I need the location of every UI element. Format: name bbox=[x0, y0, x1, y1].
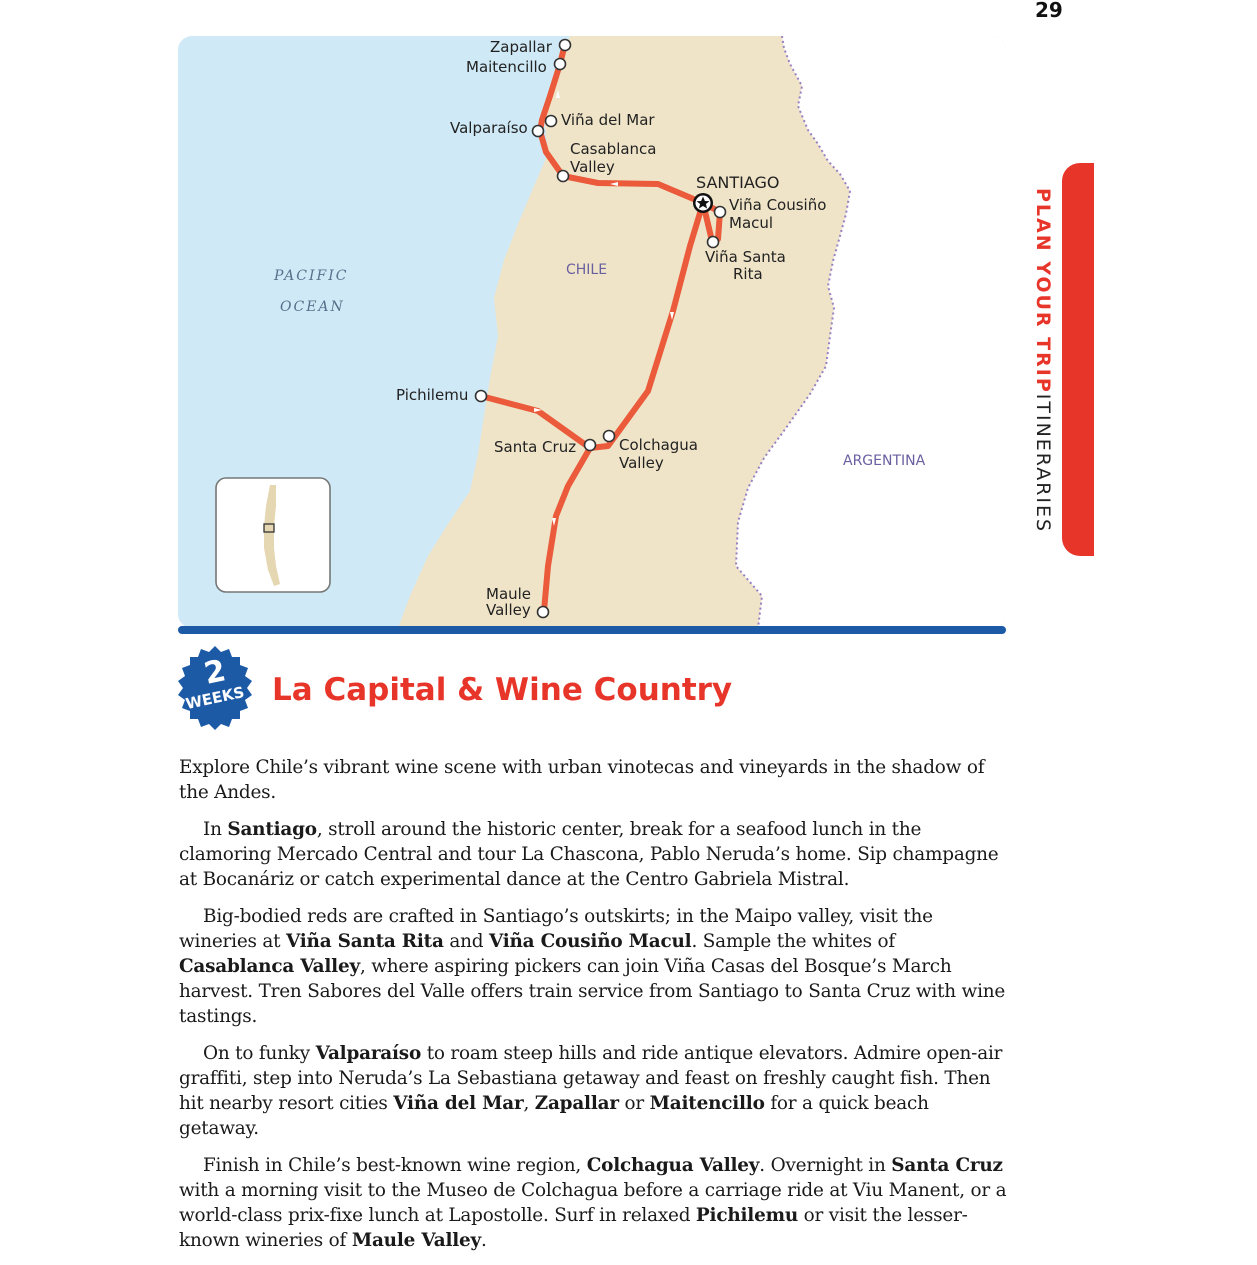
page-number: 29 bbox=[1035, 0, 1063, 22]
paragraph-intro: Explore Chile’s vibrant wine scene with urban vinotecas and vineyards in the shadow of the Andes. bbox=[179, 757, 985, 803]
marker-cousino bbox=[715, 207, 726, 218]
inset-map bbox=[216, 478, 330, 592]
ocean-label-2: OCEAN bbox=[280, 299, 345, 315]
place-label-maule-1: Maule bbox=[486, 585, 532, 603]
place-label-santa-cruz: Santa Cruz bbox=[494, 438, 577, 456]
place-label-casablanca-2: Valley bbox=[570, 158, 615, 176]
chapter-label bbox=[1030, 188, 1056, 534]
place-label-cousino-2: Macul bbox=[729, 214, 774, 232]
chapter-label-plan: PLAN YOUR TRIP bbox=[1032, 188, 1054, 394]
marker-valparaiso bbox=[533, 126, 544, 137]
badge-unit: WEEKS bbox=[184, 683, 246, 713]
marker-maule bbox=[538, 607, 549, 618]
map-bottom-rule bbox=[178, 626, 1006, 634]
place-label-santa-rita-1: Viña Santa bbox=[705, 248, 786, 266]
marker-maitencillo bbox=[555, 59, 566, 70]
place-label-zapallar: Zapallar bbox=[490, 38, 552, 56]
chapter-label-itineraries: ITINERARIES bbox=[1032, 393, 1054, 534]
capital-star-icon bbox=[693, 193, 713, 213]
marker-santa-rita bbox=[708, 237, 719, 248]
country-label-chile: CHILE bbox=[566, 262, 608, 278]
itinerary-map bbox=[178, 36, 1006, 636]
country-label-argentina: ARGENTINA bbox=[843, 453, 926, 469]
place-label-valparaiso: Valparaíso bbox=[450, 119, 528, 137]
place-label-santiago: SANTIAGO bbox=[696, 173, 780, 192]
place-label-cousino-1: Viña Cousiño bbox=[729, 196, 827, 214]
marker-casablanca bbox=[558, 171, 569, 182]
place-label-vina-del-mar: Viña del Mar bbox=[561, 111, 655, 129]
paragraph-valparaiso: On to funky Valparaíso to roam steep hills and ride antique elevators. Admire open-air graffiti, step into Neruda’s La Sebastiana getaway and feast on freshly caught fish. Then hit nearby resort cities Viña del Mar, Zapallar or Maitencillo for a quick beach getaway. bbox=[179, 1043, 1003, 1139]
badge-number: 2 bbox=[201, 653, 229, 692]
chapter-tab bbox=[1062, 163, 1094, 556]
place-label-colchagua-2: Valley bbox=[619, 454, 664, 472]
ocean-label-1: PACIFIC bbox=[274, 268, 349, 284]
itinerary-title: La Capital & Wine Country bbox=[272, 672, 733, 708]
duration-badge bbox=[172, 645, 258, 731]
place-label-pichilemu: Pichilemu bbox=[396, 386, 469, 404]
place-label-santa-rita-2: Rita bbox=[733, 265, 763, 283]
place-label-maule-2: Valley bbox=[486, 601, 531, 619]
marker-colchagua bbox=[604, 431, 615, 442]
marker-vina-del-mar bbox=[546, 116, 557, 127]
place-label-colchagua-1: Colchagua bbox=[619, 436, 698, 454]
marker-zapallar bbox=[560, 40, 571, 51]
place-label-casablanca-1: Casablanca bbox=[570, 140, 657, 158]
paragraph-colchagua: Finish in Chile’s best-known wine region, Colchagua Valley. Overnight in Santa Cruz with a morning visit to the Museo de Colchagua before a carriage ride at Viu Manent, or a world-class prix-fixe lunch at Lapostolle. Surf in relaxed Pichilemu or visit the lesser-known wineries of Maule Valley. bbox=[179, 1155, 1007, 1251]
itinerary-body bbox=[179, 755, 1009, 1265]
paragraph-santiago: In Santiago, stroll around the historic center, break for a seafood lunch in the clamoring Mercado Central and tour La Chascona, Pablo Neruda’s home. Sip champagne at Bocanáriz or catch experimental dance at the Centro Gabriela Mistral. bbox=[179, 819, 999, 890]
paragraph-maipo: Big-bodied reds are crafted in Santiago’s outskirts; in the Maipo valley, visit the wineries at Viña Santa Rita and Viña Cousiño Macul. Sample the whites of Casablanca Valley, where aspiring pickers can join Viña Casas del Bosque’s March harvest. Tren Sabores del Valle offers train service from Santiago to Santa Cruz with wine tastings. bbox=[179, 906, 1006, 1027]
marker-santa-cruz bbox=[585, 440, 596, 451]
place-label-maitencillo: Maitencillo bbox=[466, 58, 547, 76]
marker-pichilemu bbox=[476, 391, 487, 402]
